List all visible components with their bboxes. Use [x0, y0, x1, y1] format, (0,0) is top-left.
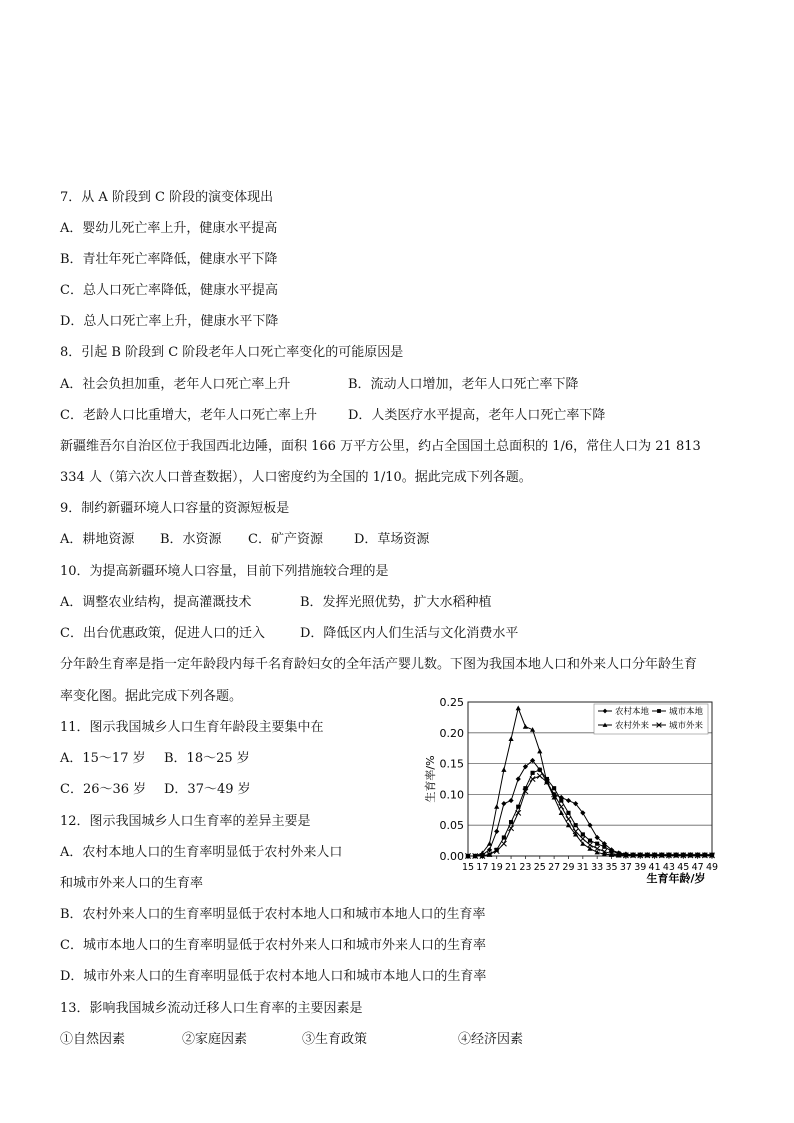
q10-option-c[interactable]: C．出台优惠政策，促进人口的迁入: [60, 626, 265, 641]
q11-options-row2: [60, 781, 251, 799]
data-point: [516, 810, 521, 815]
data-point: [574, 823, 578, 827]
x-tick-label: 37: [619, 862, 632, 873]
data-point: [494, 804, 499, 809]
data-point: [559, 798, 563, 802]
data-point: [508, 736, 513, 741]
data-point: [502, 835, 506, 839]
q7-option-b[interactable]: B．青壮年死亡率降低，健康水平下降: [60, 252, 278, 267]
data-point: [566, 811, 570, 815]
passage2-line1: 分年龄生育率是指一定年龄段内每千名育龄妇女的全年活产婴儿数。下图为我国本地人口和外来人口分年龄生育: [60, 657, 698, 672]
x-tick-label: 49: [705, 862, 719, 873]
data-point: [588, 839, 592, 843]
q11-option-a[interactable]: A．15～17 岁: [60, 751, 146, 766]
x-tick-label: 15: [461, 862, 475, 873]
x-tick-label: 47: [691, 862, 704, 873]
q13-factor-4[interactable]: ④经济因素: [458, 1032, 524, 1047]
q11-option-d[interactable]: D．37～49 岁: [164, 782, 251, 797]
q11-option-c[interactable]: C．26～36 岁: [60, 782, 147, 797]
data-point: [501, 841, 506, 846]
x-tick-label: 19: [490, 862, 503, 873]
q12-option-a-line2[interactable]: 和城市外来人口的生育率: [60, 876, 204, 891]
q8-option-c[interactable]: C．老龄人口比重增大，老年人口死亡率上升: [60, 408, 317, 423]
q8-stem: 8．引起 B 阶段到 C 阶段老年人口死亡率变化的可能原因是: [60, 345, 404, 360]
q7-option-a[interactable]: A．婴幼儿死亡率上升，健康水平提高: [60, 221, 278, 236]
data-point: [487, 841, 492, 846]
x-tick-label: 31: [576, 862, 589, 873]
fertility-rate-chart: [424, 692, 724, 888]
data-point: [559, 810, 564, 815]
q13-factor-2[interactable]: ②家庭因素: [182, 1032, 248, 1047]
x-tick-label: 21: [505, 862, 518, 873]
x-tick-label: 43: [662, 862, 675, 873]
x-tick-label: 23: [519, 862, 532, 873]
x-axis-label: 生育年龄/岁: [646, 872, 706, 885]
q9-stem: 9．制约新疆环境人口容量的资源短板是: [60, 501, 290, 516]
data-point: [530, 727, 535, 732]
q10-option-d[interactable]: D．降低区内人们生活与文化消费水平: [300, 626, 519, 641]
x-tick-label: 39: [634, 862, 647, 873]
q9-options: [60, 531, 429, 549]
data-point: [508, 826, 513, 831]
data-point: [580, 836, 585, 841]
passage2-line2: 率变化图。据此完成下列各题。: [60, 689, 243, 704]
q10-stem: 10．为提高新疆环境人口容量，目前下列措施较合理的是: [60, 564, 389, 579]
x-tick-label: 41: [648, 862, 661, 873]
data-point: [581, 832, 585, 836]
data-point: [530, 776, 535, 781]
legend-label: 农村外来: [615, 721, 650, 731]
data-point: [494, 829, 499, 834]
data-point: [523, 724, 528, 729]
data-point: [508, 798, 513, 803]
x-tick-label: 33: [591, 862, 604, 873]
q11-stem: 11．图示我国城乡人口生育年龄段主要集中在: [60, 720, 324, 735]
data-point: [595, 842, 599, 846]
data-point: [559, 804, 564, 809]
chart-gridlines: [468, 733, 712, 825]
data-point: [602, 845, 606, 849]
q12-option-c[interactable]: C．城市本地人口的生育率明显低于农村外来人口和城市外来人口的生育率: [60, 938, 486, 953]
q7-stem: 7．从 A 阶段到 C 阶段的演变体现出: [60, 190, 274, 205]
data-point: [501, 767, 506, 772]
q10-options-row1: [60, 594, 492, 612]
passage1-line2: 334 人（第六次人口普查数据），人口密度约为全国的 1/10。据此完成下列各题。: [60, 470, 532, 485]
y-tick-labels: [440, 696, 465, 863]
data-point: [537, 773, 542, 778]
q12-option-a-line1[interactable]: A．农村本地人口的生育率明显低于农村外来人口: [60, 845, 343, 860]
y-tick-label: 0.15: [439, 757, 464, 771]
q9-option-b[interactable]: B．水资源: [160, 532, 222, 547]
data-point: [516, 776, 521, 781]
data-point: [531, 771, 535, 775]
q9-option-c[interactable]: C．矿产资源: [248, 532, 323, 547]
series-x: [465, 773, 714, 858]
q13-factors: [60, 1031, 523, 1049]
y-tick-label: 0.25: [439, 696, 464, 709]
q11-option-b[interactable]: B．18～25 岁: [164, 751, 250, 766]
q13-stem: 13．影响我国城乡流动迁移人口生育率的主要因素是: [60, 1001, 363, 1016]
x-tick-label: 17: [476, 862, 489, 873]
q13-factor-1[interactable]: ①自然因素: [60, 1032, 126, 1047]
q12-option-d[interactable]: D．城市外来人口的生育率明显低于农村本地人口和城市本地人口的生育率: [60, 969, 487, 984]
y-tick-label: 0.10: [439, 788, 464, 802]
x-tick-label: 25: [533, 862, 546, 873]
q9-option-a[interactable]: A．耕地资源: [60, 532, 135, 547]
x-tick-label: 27: [548, 862, 561, 873]
x-tick-labels: [462, 856, 718, 873]
chart-legend: [594, 704, 708, 734]
q9-option-d[interactable]: D．草场资源: [354, 532, 430, 547]
q7-option-c[interactable]: C．总人口死亡率降低，健康水平提高: [60, 283, 278, 298]
q8-options-row2: [60, 407, 605, 425]
q11-options-row1: [60, 750, 250, 768]
x-tick-label: 45: [677, 862, 690, 873]
q13-factor-3[interactable]: ③生育政策: [302, 1032, 368, 1047]
data-point: [509, 820, 513, 824]
q8-options-row1: [60, 376, 579, 394]
q10-options-row2: [60, 625, 518, 643]
data-point: [587, 823, 592, 828]
q12-option-b[interactable]: B．农村外来人口的生育率明显低于农村本地人口和城市本地人口的生育率: [60, 907, 486, 922]
data-point: [566, 798, 571, 803]
y-tick-label: 0.00: [439, 850, 464, 863]
legend-label: 城市本地: [669, 707, 704, 717]
q12-stem: 12．图示我国城乡人口生育率的差异主要是: [60, 814, 311, 829]
legend-swatch-marker: [657, 709, 661, 713]
data-point: [501, 801, 506, 806]
q8-option-d[interactable]: D．人类医疗水平提高，老年人口死亡率下降: [348, 408, 606, 423]
data-point: [566, 816, 571, 821]
legend-label: 农村本地: [615, 707, 650, 717]
passage1-line1: 新疆维吾尔自治区位于我国西北边陲，面积 166 万平方公里，约占全国国土总面积的 1/6，常住人口为 21 813: [60, 439, 701, 454]
x-tick-label: 35: [605, 862, 618, 873]
x-tick-label: 29: [562, 862, 575, 873]
q7-option-d[interactable]: D．总人口死亡率上升，健康水平下降: [60, 314, 279, 329]
data-point: [537, 749, 542, 754]
data-point: [516, 706, 521, 711]
q8-option-a[interactable]: A．社会负担加重，老年人口死亡率上升: [60, 377, 291, 392]
q10-option-b[interactable]: B．发挥光照优势，扩大水稻种植: [300, 595, 492, 610]
q8-option-b[interactable]: B．流动人口增加，老年人口死亡率下降: [348, 377, 579, 392]
y-tick-label: 0.05: [439, 819, 464, 833]
legend-label: 城市外来: [669, 721, 704, 731]
y-tick-label: 0.20: [439, 726, 464, 740]
data-point: [538, 768, 542, 772]
data-point: [552, 786, 556, 790]
y-axis-label: 生育率/%: [424, 755, 437, 803]
q10-option-a[interactable]: A．调整农业结构，提高灌溉技术: [60, 595, 252, 610]
